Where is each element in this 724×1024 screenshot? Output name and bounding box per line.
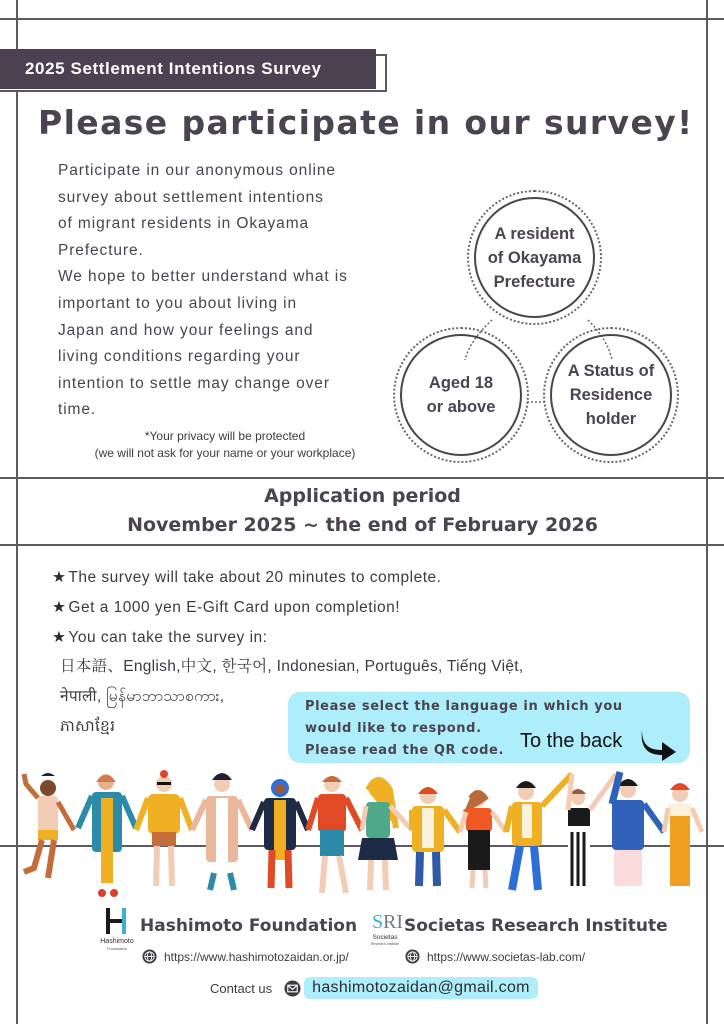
privacy-line: (we will not ask for your name or your workplace) [94,446,356,460]
curved-arrow-right-icon [638,726,678,762]
person-figure [78,774,136,897]
star-icon: ★ [52,629,67,646]
list-item [52,563,652,593]
intro-line: of migrant residents in Okayama [58,215,310,233]
list-item [52,593,652,623]
person-figure [568,774,616,886]
intro-line: Japan and how your feelings and [58,321,314,339]
logo-caption: Societas [372,934,398,941]
star-icon: ★ [52,599,67,616]
person-figure [506,774,572,890]
intro-line: important to you about living in [58,294,298,312]
contact-row [210,977,538,999]
mail-icon [284,980,301,997]
org-url-hashimoto[interactable] [142,949,349,964]
logo-subcaption: Foundation [106,946,127,951]
contact-label: Contact us [210,980,273,996]
eligibility-text: A resident [494,224,575,243]
qr-notice-line: Please read the QR code. [305,743,504,758]
language-line: 日本語、English,中文, 한국어, Indonesian, Português, Tiếng Việt, [60,658,524,675]
privacy-note [60,428,390,462]
logo-caption: Hashimoto [100,938,134,945]
eligibility-circle-status [543,327,679,463]
svg-text:RI: RI [383,911,403,933]
intro-line: Participate in our anonymous online [58,162,336,179]
intro-line: survey about settlement intentions [58,188,324,206]
url-text[interactable]: https://www.hashimotozaidan.or.jp/ [164,949,349,964]
grid-line [0,18,724,20]
societas-research-institute-logo [370,906,403,952]
intro-line: We hope to better understand what is [58,268,348,286]
language-line: नेपाली, မြန်မာဘာသာစကား, [60,688,225,705]
org-hashimoto [140,916,357,936]
org-name: Hashimoto Foundation [140,916,358,936]
eligibility-text: A Status of [567,362,655,380]
star-icon: ★ [52,569,67,586]
privacy-line: *Your privacy will be protected [144,429,306,443]
eligibility-text: Residence [569,386,653,404]
person-figure [460,792,506,888]
intro-line: Prefecture. [58,241,144,259]
list-item [52,623,652,653]
person-figure [664,783,702,886]
intro-text [58,158,398,424]
info-list [52,563,652,653]
svg-text:S: S [372,911,384,933]
person-figure [358,780,412,890]
person-figure [24,773,74,878]
person-figure [136,770,192,886]
org-societas [404,916,668,936]
list-item-text: Get a 1000 yen E-Gift Card upon completion! [68,599,401,616]
hashimoto-foundation-logo [100,906,134,952]
application-period-title: Application period [264,485,461,507]
url-text[interactable]: https://www.societas-lab.com/ [427,949,586,964]
person-figure [192,773,252,890]
intro-line: intention to settle may change over [58,374,330,392]
person-figure [252,779,308,888]
eligibility-text: or above [426,398,496,416]
globe-icon [405,949,420,964]
eligibility-circle-resident [467,190,602,325]
people-holding-hands-illustration [16,768,706,903]
qr-notice-box [288,692,690,763]
qr-notice-line: would like to respond. [305,721,482,736]
survey-title-banner [0,49,376,89]
person-figure [308,776,362,893]
eligibility-text: Prefecture [493,272,576,291]
list-item-text: The survey will take about 20 minutes to complete. [68,569,442,586]
globe-icon [142,949,157,964]
eligibility-text: Aged 18 [428,374,494,392]
banner-label: 2025 Settlement Intentions Survey [25,59,322,78]
eligibility-text: holder [585,410,637,428]
grid-line [0,477,724,479]
application-period-dates: November 2025 ~ the end of February 2026 [127,514,598,536]
eligibility-circle-age [393,327,529,463]
org-name: Societas Research Institute [404,916,668,936]
person-figure [412,787,460,886]
eligibility-text: of Okayama [487,248,582,267]
qr-notice-line: Please select the language in which you [305,699,623,714]
page-title: Please participate in our survey! [38,103,694,142]
contact-email-link[interactable]: hashimotozaidan@gmail.com [304,977,538,999]
org-url-societas[interactable] [405,949,585,964]
language-line: ភាសាខ្មែរ [60,718,116,735]
intro-line: time. [58,401,97,419]
logo-subcaption: Research Institute [370,942,400,946]
application-period [18,482,707,540]
grid-line [0,544,724,546]
intro-line: living conditions regarding your [58,348,301,366]
list-item-text: You can take the survey in: [68,629,268,646]
to-the-back-label: To the back [520,730,623,752]
person-figure [612,772,664,886]
